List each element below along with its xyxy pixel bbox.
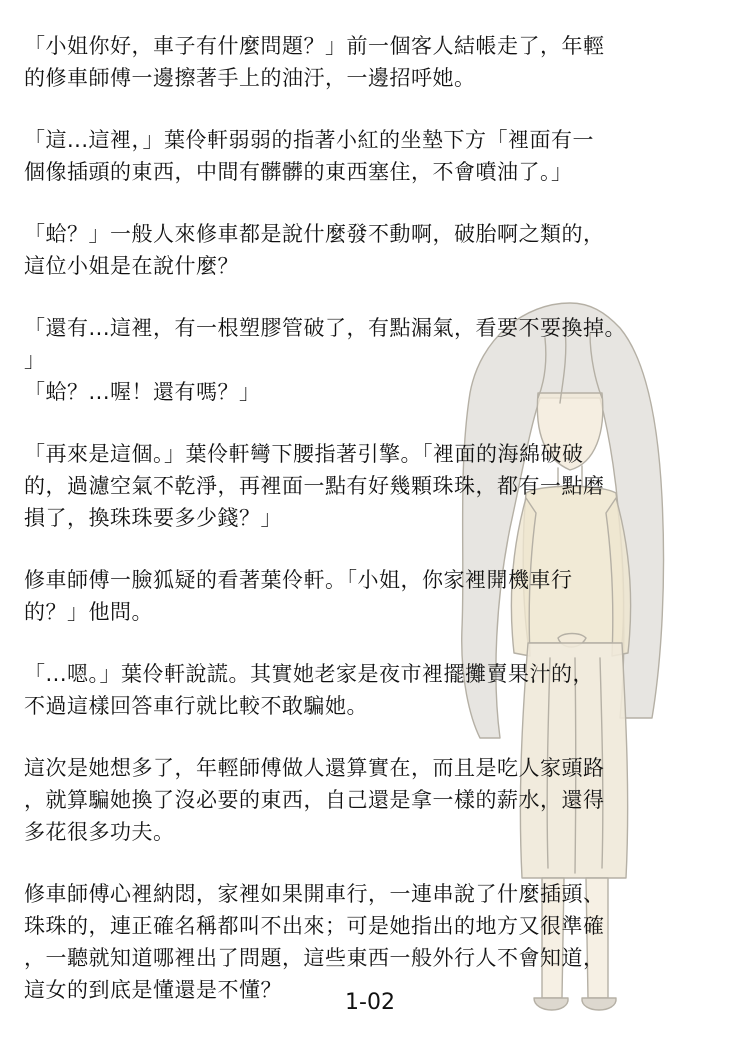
text-line: 損了，換珠珠要多少錢？」 <box>24 506 282 530</box>
paragraph <box>24 752 724 848</box>
text-line: 「再來是這個。」葉伶軒彎下腰指著引擎。「裡面的海綿破破 <box>24 442 584 466</box>
text-line: 珠珠的，連正確名稱都叫不出來；可是她指出的地方又很準確 <box>24 914 605 938</box>
story-text <box>24 30 724 1036</box>
paragraph <box>24 124 724 188</box>
text-line: 「蛤？...喔！還有嗎？」 <box>24 380 261 404</box>
paragraph <box>24 564 724 628</box>
text-line: 「蛤？」一般人來修車都是說什麼發不動啊，破胎啊之類的， <box>24 222 605 246</box>
text-line: 個像插頭的東西，中間有髒髒的東西塞住，不會噴油了。」 <box>24 160 573 184</box>
text-line: 修車師傅一臉狐疑的看著葉伶軒。「小姐，你家裡開機車行 <box>24 568 573 592</box>
text-line: 這女的到底是懂還是不懂？ <box>24 978 282 1002</box>
page-number: 1-02 <box>345 990 395 1015</box>
text-line: ，就算騙她換了沒必要的東西，自己還是拿一樣的薪水，還得 <box>24 788 605 812</box>
text-line: ，一聽就知道哪裡出了問題，這些東西一般外行人不會知道， <box>24 946 605 970</box>
text-line: 這位小姐是在說什麼？ <box>24 254 239 278</box>
text-line: 「...嗯。」葉伶軒說謊。其實她老家是夜市裡擺攤賣果汁的， <box>24 662 595 686</box>
text-line: 這次是她想多了，年輕師傅做人還算實在，而且是吃人家頭路 <box>24 756 605 780</box>
text-line: 「這...這裡，」葉伶軒弱弱的指著小紅的坐墊下方「裡面有一 <box>24 128 595 152</box>
text-line: 的，過濾空氣不乾淨，再裡面一點有好幾顆珠珠，都有一點磨 <box>24 474 605 498</box>
text-line: 」 <box>24 348 46 372</box>
paragraph <box>24 438 724 534</box>
paragraph <box>24 30 724 94</box>
paragraph <box>24 658 724 722</box>
paragraph <box>24 218 724 282</box>
text-line: 「還有...這裡，有一根塑膠管破了，有點漏氣，看要不要換掉。 <box>24 316 627 340</box>
text-line: 的修車師傅一邊擦著手上的油汙，一邊招呼她。 <box>24 66 476 90</box>
paragraph <box>24 878 724 1006</box>
text-line: 多花很多功夫。 <box>24 820 175 844</box>
text-line: 不過這樣回答車行就比較不敢騙她。 <box>24 694 368 718</box>
text-line: 「小姐你好，車子有什麼問題？」前一個客人結帳走了，年輕 <box>24 34 605 58</box>
text-line: 的？」他問。 <box>24 600 153 624</box>
paragraph <box>24 312 724 408</box>
text-line: 修車師傅心裡納悶，家裡如果開車行，一連串說了什麼插頭、 <box>24 882 605 906</box>
